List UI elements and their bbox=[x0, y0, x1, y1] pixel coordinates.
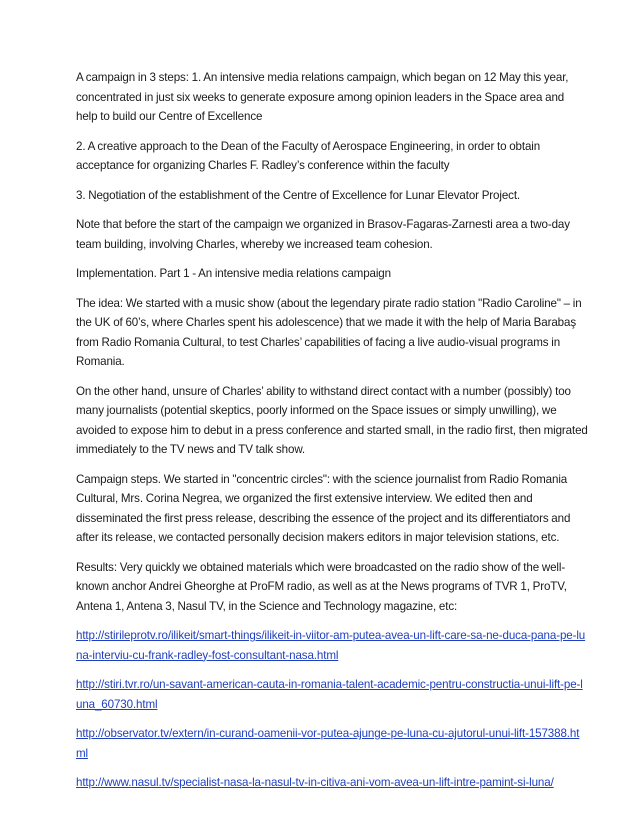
paragraph-implementation-heading: Implementation. Part 1 - An intensive media relations campaign bbox=[76, 267, 391, 280]
paragraph-other-hand: On the other hand, unsure of Charles’ ability to withstand direct contact with a number (possibly) too many journalists (potential skeptics, poorly informed on the Space issues or simply unwilling), we avoided to expose him to debut in a press conference and started small, in the radio first, then migrated immediately to the TV news and TV talk show. bbox=[76, 384, 588, 456]
link-observator[interactable]: http://observator.tv/extern/in-curand-oamenii-vor-putea-ajunge-pe-luna-cu-ajutorul-unui-lift-157388.html bbox=[76, 727, 580, 760]
link-stirileprotv[interactable]: http://stirileprotv.ro/ilikeit/smart-things/ilikeit-in-viitor-am-putea-avea-un-lift-care-sa-ne-duca-pana-pe-luna-interviu-cu-frank-radley-fost-consultant-nasa.html bbox=[76, 629, 586, 662]
paragraph-the-idea: The idea: We started with a music show (about the legendary pirate radio station "Radio Caroline" – in the UK of 60’s, where Charles spent his adolescence) that we made it with the help of Maria Barabaş from Radio Romania Cultural, to test Charles’ capabilities of facing a live audio-visual programs in Romania. bbox=[76, 296, 582, 368]
paragraph-team-building: Note that before the start of the campaign we organized in Brasov-Fagaras-Zarnesti area a two-day team building, involving Charles, whereby we increased team cohesion. bbox=[76, 218, 570, 251]
paragraph-step-3: 3. Negotiation of the establishment of the Centre of Excellence for Lunar Elevator Project. bbox=[76, 188, 521, 202]
link-nasul-tv[interactable]: http://www.nasul.tv/specialist-nasa-la-nasul-tv-in-citiva-ani-vom-avea-un-lift-intre-pamint-si-luna/ bbox=[76, 776, 554, 789]
paragraph-campaign-steps: Campaign steps. We started in "concentric circles": with the science journalist from Radio Romania Cultural, Mrs. Corina Negrea, we organized the first extensive interview. We edited then and disseminated the first press release, describing the essence of the project and its differentiators and after its release, we contacted personally decision makers editors in major television stations, etc. bbox=[76, 472, 571, 544]
paragraph-campaign-overview: A campaign in 3 steps: 1. An intensive media relations campaign, which began on 12 May this year, concentrated in just six weeks to generate exposure among opinion leaders in the Space area and help to build our Centre of Excellence bbox=[76, 71, 569, 123]
paragraph-step-2: 2. A creative approach to the Dean of the Faculty of Aerospace Engineering, in order to obtain acceptance for organizing Charles F. Radley’s conference within the faculty bbox=[76, 139, 541, 172]
paragraph-results: Results: Very quickly we obtained materials which were broadcasted on the radio show of the well-known anchor Andrei Gheorghe at ProFM radio, as well as at the News programs of TVR 1, ProTV, Antena 1, Antena 3, Nasul TV, in the Science and Technology magazine, etc: bbox=[76, 560, 567, 613]
link-stiri-tvr[interactable]: http://stiri.tvr.ro/un-savant-american-cauta-in-romania-talent-academic-pentru-constructia-unui-lift-pe-luna_60730.html bbox=[76, 678, 583, 711]
